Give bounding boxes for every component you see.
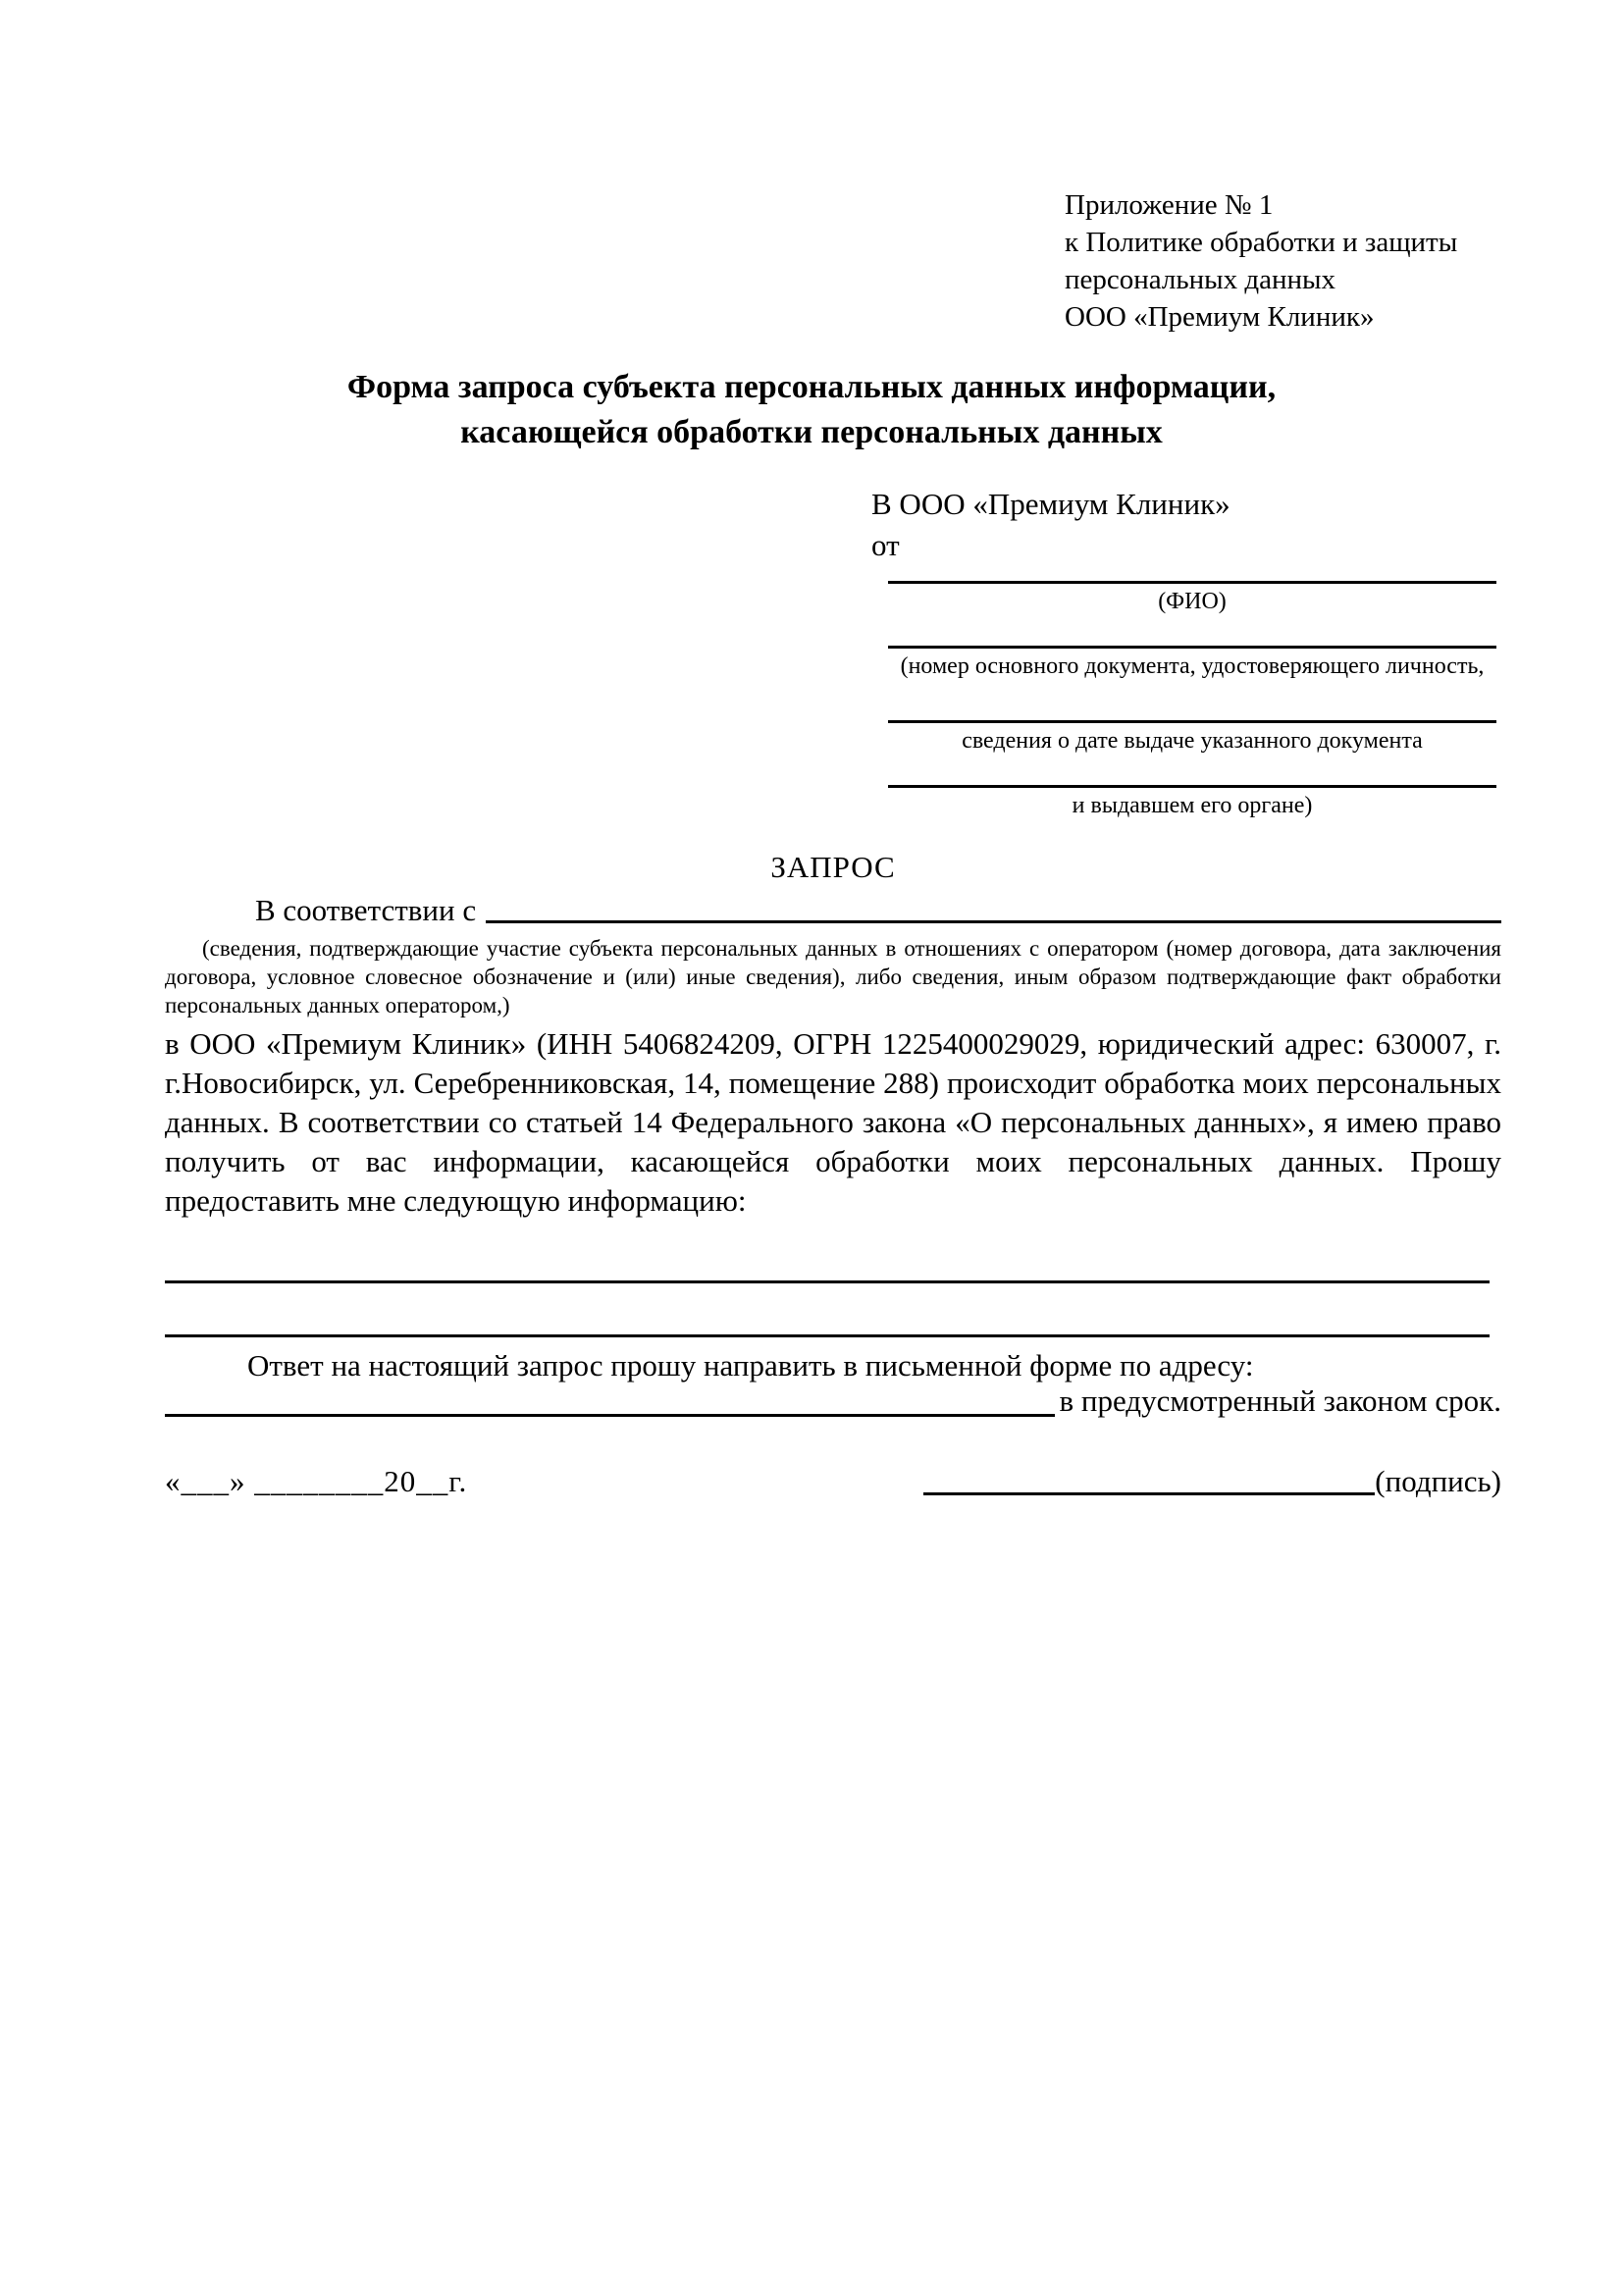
reply-address-line (165, 1382, 1501, 1421)
policy-reference-line: к Политике обработки и защиты (1065, 227, 1458, 258)
fio-caption: (ФИО) (1158, 589, 1227, 614)
date-signature-row (165, 1462, 1501, 1501)
reply-address-sentence: Ответ на настоящий запрос прошу направить в письменной форме по адресу: (247, 1348, 1254, 1383)
issue-date-caption: сведения о дате выдаче указанного документа (962, 728, 1423, 754)
issuing-authority-blank-line (888, 785, 1496, 788)
intro-line (165, 893, 1501, 928)
document-title-line1: Форма запроса субъекта персональных данных информации, (346, 369, 1277, 405)
reply-suffix: в предусмотренный законом срок. (1059, 1383, 1501, 1418)
from-label: от (871, 528, 900, 562)
explanatory-note: (сведения, подтверждающие участие субъекта персональных данных в отношениях с оператором (номер договора, дата заключения договора, условное словесное обозначение и (или) иные сведения), либо сведения, иным образом подтверждающие факт обработки персональных данных оператором,) (165, 936, 1501, 1018)
request-heading: ЗАПРОС (770, 850, 896, 884)
address-blank-line (165, 1414, 1055, 1417)
intro-label: В соответствии с (255, 893, 477, 927)
policy-reference-line2: персональных данных (1065, 264, 1336, 295)
document-number-caption: (номер основного документа, удостоверяющего личность, (900, 653, 1485, 679)
organization-name: ООО «Премиум Клиник» (1065, 301, 1375, 333)
document-title (0, 365, 1623, 455)
appendix-number: Приложение № 1 (1065, 189, 1274, 221)
issue-date-blank-line (888, 720, 1496, 723)
information-blank-line-2 (165, 1334, 1490, 1337)
fio-blank-line (888, 581, 1496, 584)
agreement-blank-line (486, 920, 1501, 923)
document-number-blank-line (888, 646, 1496, 649)
issuing-authority-caption: и выдавшем его органе) (1072, 793, 1313, 818)
addressee-organization: В ООО «Премиум Клиник» (871, 487, 1230, 521)
date-blank: «___» ________20__г. (165, 1464, 468, 1498)
signature-blank-line (923, 1492, 1375, 1495)
request-body-paragraph: в ООО «Премиум Клиник» (ИНН 5406824209, ОГРН 1225400029029, юридический адрес: 630007, г. г.Новосибирск, ул. Серебренниковская, 14, помещение 288) происходит обработка моих персональных данных. В соответствии со статьей 14 Федерального закона «О персональных данных», я имею право получить от вас информации, касающейся обработки моих персональных данных. Прошу предоставить мне следующую информацию: (165, 1026, 1501, 1218)
information-blank-line-1 (165, 1280, 1490, 1283)
document-title-line2: касающейся обработки персональных данных (460, 414, 1163, 450)
appendix-reference-block (1065, 186, 1457, 336)
signature-caption: (подпись) (1375, 1464, 1501, 1498)
